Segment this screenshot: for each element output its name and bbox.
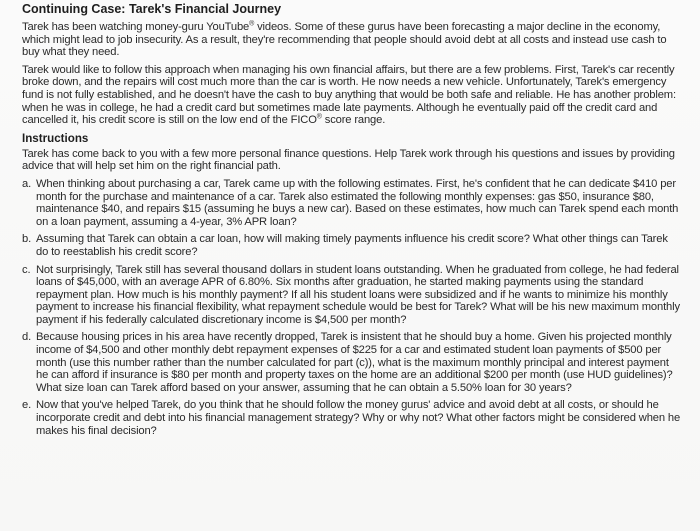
question-marker: d. (22, 331, 32, 344)
question-text: When thinking about purchasing a car, Tarek came up with the following estimates. First, he's confident that he can dedicate $410 per month for the purchase and maintenance of a car. Tarek also estimated the following monthly expenses: gas $50, insurance $80, maintenance $40, and repairs $15 (assuming he buys a new car). Based on these estimates, how much can Tarek spend each month on a loan payment, assuming a 4-year, 3% APR loan? (36, 177, 679, 228)
question-marker: b. (22, 233, 32, 246)
question-text: Because housing prices in his area have recently dropped, Tarek is insistent that he should buy a home. Given his projected monthly income of $4,500 and other monthly debt repayment expenses of $225 for a car and estimated student loan payments of $500 per month (use this number rather than the number calculated for part (c)), what is the maximum monthly principal and interest payment he can afford if insurance is $80 per month and property taxes on the home are an additional $200 per month (use HUD guidelines)? What size loan can Tarek afford based on your answer, assuming that he can obtain a 5.50% loan for 30 years? (36, 331, 673, 394)
intro-1-text-start: Tarek has been watching money-guru YouTube (22, 21, 250, 33)
intro-2-text-start: Tarek would like to follow this approach when managing his own financial affairs, but there are a few problems. First, Tarek's car recently broke down, and the repairs will cost much more than the car is worth. He now needs a new vehicle. Unfortunately, Tarek's emergency fund is not fully established, and he doesn't have the cash to buy anything that would be both safe and reliable. He has another problem: when he was in college, he had a credit card but sometimes made late payments. Although he eventually paid off the credit card and cancelled it, his credit score is still on the low end of the FICO (22, 63, 676, 127)
question-list (22, 178, 682, 437)
question-text: Assuming that Tarek can obtain a car loan, how will making timely payments influence his credit score? What other things can Tarek do to reestablish his credit score? (36, 233, 668, 258)
question-text: Now that you've helped Tarek, do you think that he should follow the money gurus' advice and avoid debt at all costs, or should he incorporate credit and debt into his financial management strategy? Why or why not? What other factors might be considered when he makes his final decision? (36, 399, 681, 437)
question-a (22, 178, 682, 228)
intro-paragraph-2 (22, 64, 682, 127)
registered-mark: ® (249, 20, 255, 28)
instructions-text: Tarek has come back to you with a few more personal finance questions. Help Tarek work through his questions and issues by providing advice that will help set him on the right financial path. (22, 147, 675, 173)
question-d (22, 331, 682, 394)
question-marker: c. (22, 263, 31, 276)
registered-mark: ® (316, 113, 322, 121)
question-e (22, 399, 682, 437)
intro-1-text-end: videos. Some of these gurus have been forecasting a major decline in the economy, which might lead to job insecurity. As a result, they're recommending that people should avoid debt at all costs and instead use cash to buy what they need. (22, 21, 667, 59)
question-marker: a. (22, 177, 32, 190)
question-marker: e. (22, 399, 32, 412)
case-title: Continuing Case: Tarek's Financial Journey (22, 2, 282, 16)
instructions-heading: Instructions (22, 131, 89, 145)
question-text: Not surprisingly, Tarek still has several thousand dollars in student loans outstanding. When he graduated from college, he had federal loans of $45,000, with an average APR of 6.80%. Six months after graduation, he started making payments using the standard repayment plan. How much is his monthly payment? If all his student loans were subsidized and if he wants to minimize his monthly payment to increase his financial flexibility, what repayment schedule would be best for Tarek? What will be his new maximum monthly payment if his federally calculated discretionary income is $4,500 per month? (36, 263, 680, 326)
question-c (22, 264, 682, 327)
intro-paragraph-1 (22, 21, 682, 59)
question-b (22, 233, 682, 258)
intro-2-text-end: score range. (321, 114, 386, 127)
